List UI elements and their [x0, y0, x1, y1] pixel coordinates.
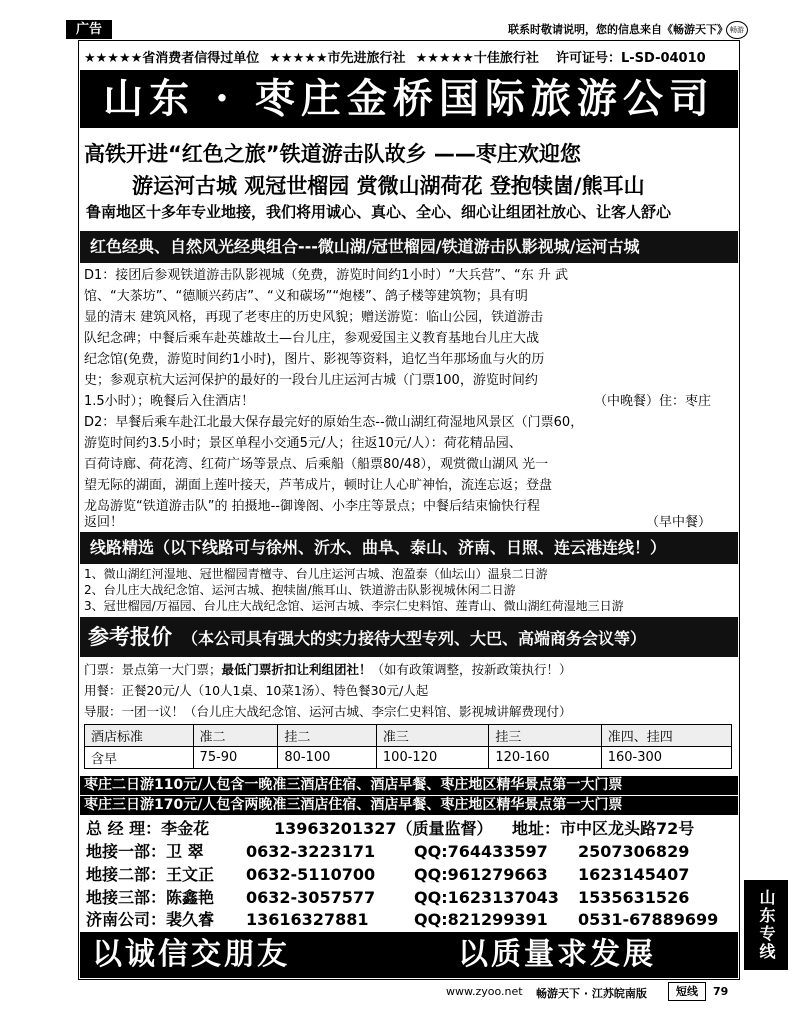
contact-qq: QQ:961279663: [414, 865, 548, 884]
side-tab-shandong: 山东专线: [744, 880, 788, 970]
contact-role: 地接一部：: [86, 842, 167, 861]
contact-phone: 0632-3057577: [246, 888, 376, 907]
itinerary-d1-line: 馆、“大茶坊”、“德顺兴药店”、“义和碳场”“炮楼”、鸽子楼等建筑物；具有明: [84, 289, 528, 304]
section-band-pricing: [80, 617, 738, 657]
table-cell: 75-90: [193, 747, 278, 769]
contact-role: 地接三部：: [86, 888, 167, 907]
contact-row: [86, 909, 214, 931]
guide-note: 导服：一团一议！（台儿庄大战纪念馆、运河古城、李宗仁史料馆、影视城讲解费现付）: [84, 704, 572, 719]
table-header-cell: 挂二: [278, 725, 377, 747]
itinerary-d1-line: 队纪念碑；中餐后乘车赴英雄故土—台儿庄，参观爱国主义教育基地台儿庄大战: [84, 331, 540, 346]
itinerary-d1-line: 史；参观京杭大运河保护的最好的一段台儿庄运河古城（门票100，游览时间约: [84, 373, 538, 388]
footer-magazine: 畅游天下 · 江苏皖南版: [536, 987, 647, 1000]
route-item: 3、冠世榴园/万福园、台儿庄大战纪念馆、运河古城、李宗仁史料馆、莲青山、微山湖红荷湿地三日游: [84, 599, 624, 613]
itinerary-d2-line: 百荷诗廊、荷花湾、红荷广场等景点、后乘船（船票80/48），观赏微山湖风 光一: [84, 457, 549, 472]
itinerary-d2-line: D2：早餐后乘车赴江北最大保存最完好的原始生态--微山湖红荷湿地风景区（门票60，: [84, 415, 584, 430]
contact-extra: 2507306829: [578, 842, 690, 861]
contact-phone: 0632-3223171: [246, 842, 376, 861]
tour-package-2day: 枣庄二日游110元/人包含一晚准三酒店住宿、酒店早餐、枣庄地区精华景点第一大门票: [80, 776, 738, 795]
footer-url[interactable]: www.zyoo.net: [446, 985, 523, 998]
price-table: [84, 724, 732, 769]
ticket-bold: 最低门票折扣让利组团社！: [221, 662, 372, 677]
slogan-3: 鲁南地区十多年专业地接，我们将用诚心、真心、全心、细心让组团社放心、让客人舒心: [86, 203, 672, 221]
itinerary-d1-line: 显的清末 建筑风格，再现了老枣庄的历史风貌；赠送游览：临山公园，铁道游击: [84, 310, 544, 325]
table-row: [85, 747, 732, 769]
ticket-tail: （如有政策调整，按新政策执行！）: [371, 662, 572, 677]
table-header-row: [85, 725, 732, 747]
pricing-desc: （本公司具有强大的实力接待大型专列、大巴、高端商务会议等）: [182, 629, 647, 648]
contact-name: 卫 翠: [166, 842, 204, 861]
license-number: 许可证号：L-SD-04010: [556, 51, 706, 66]
contact-address: 地址：市中区龙头路72号: [512, 819, 695, 838]
table-cell: 120-160: [489, 747, 601, 769]
table-header-cell: 挂三: [489, 725, 601, 747]
contact-extra: 1535631526: [578, 888, 690, 907]
contact-qq: QQ:1623137043: [414, 888, 559, 907]
ticket-label: 门票：景点第一大门票；: [84, 662, 222, 677]
contact-role: 济南公司：: [86, 910, 167, 929]
top-notice: 联系时敬请说明，您的信息来自《畅游天下》: [508, 23, 728, 36]
contact-name: 裴久睿: [166, 910, 215, 929]
contact-name: 陈鑫艳: [166, 888, 215, 907]
itinerary-d1-meal: （中晚餐）住：枣庄: [594, 394, 712, 409]
ticket-note: [84, 659, 572, 680]
slogan-2: 游运河古城 观冠世榴园 赏微山湖荷花 登抱犊崮/熊耳山: [132, 174, 645, 198]
motto-left: 以诚信交朋友: [92, 937, 290, 972]
contact-extra: 0531-67889699: [578, 910, 719, 929]
itinerary-d1-line: 1.5小时）；晚餐后入住酒店！: [84, 394, 255, 409]
company-name: 山东 · 枣庄金桥国际旅游公司: [103, 75, 715, 122]
credential-2: ★★★★★市先进旅行社: [269, 50, 406, 66]
itinerary-d1-line: D1：接团后参观铁道游击队影视城（免费，游览时间约1小时）“大兵营”、“东 升 武: [84, 268, 569, 283]
contact-name: 王文正: [166, 865, 215, 884]
table-cell: 100-120: [376, 747, 488, 769]
slogan-1: 高铁开进“红色之旅”铁道游击队故乡 ——枣庄欢迎您: [84, 142, 581, 166]
contact-row: [86, 841, 204, 863]
contact-row: [86, 887, 214, 909]
contact-row: [86, 818, 209, 840]
contact-phone: 0632-5110700: [246, 865, 376, 884]
table-cell: 含早: [85, 747, 194, 769]
itinerary-d2-meal: （早中餐）: [646, 515, 712, 530]
contact-qq: QQ:764433597: [414, 842, 548, 861]
magazine-logo-icon: 畅游: [726, 21, 748, 39]
section-band-routes: 线路精选（以下线路可与徐州、沂水、曲阜、泰山、济南、日照、连云港连线！）: [80, 532, 738, 564]
table-cell: 80-100: [278, 747, 377, 769]
route-item: 2、台儿庄大战纪念馆、运河古城、抱犊崮/熊耳山、铁道游击队影视城休闲二日游: [84, 583, 516, 597]
contact-name: 李金花: [161, 819, 210, 838]
table-header-cell: 准二: [193, 725, 278, 747]
motto-right: 以质量求发展: [458, 937, 656, 972]
contact-extra: 1623145407: [578, 865, 690, 884]
itinerary-d2-line: 望无际的湖面，湖面上莲叶接天，芦苇成片，顿时让人心旷神怡，流连忘返；登盘: [84, 478, 553, 493]
table-header-cell: 准四、挂四: [601, 725, 731, 747]
itinerary-d2-line: 返回！: [84, 515, 124, 530]
table-header-cell: 准三: [376, 725, 488, 747]
credential-1: ★★★★★省消费者信得过单位: [84, 50, 260, 66]
contact-role: 总 经 理：: [86, 819, 162, 838]
meal-note: 用餐：正餐20元/人（10人1桌、10菜1汤）、特色餐30元/人起: [84, 683, 429, 698]
contact-phone: 13616327881: [246, 910, 369, 929]
footer-section-tag: 短线: [668, 982, 706, 1001]
credential-3: ★★★★★十佳旅行社: [415, 50, 539, 66]
contact-row: [86, 864, 214, 886]
contact-qq: QQ:821299391: [414, 910, 548, 929]
tour-package-3day: 枣庄三日游170元/人包含两晚准三酒店住宿、酒店早餐、枣庄地区精华景点第一大门票: [80, 796, 738, 815]
page-number: 79: [713, 985, 729, 998]
contact-phone: 13963201327（质量监督）: [274, 819, 493, 838]
section-band-classic: 红色经典、自然风光经典组合---微山湖/冠世榴园/铁道游击队影视城/运河古城: [80, 231, 738, 263]
ad-tag: 广告: [66, 20, 112, 39]
route-item: 1、微山湖红河湿地、冠世榴园青檀寺、台儿庄运河古城、泡盈泰（仙坛山）温泉二日游: [84, 567, 548, 581]
table-cell: 160-300: [601, 747, 731, 769]
pricing-title: 参考报价: [88, 625, 172, 649]
itinerary-d2-line: 龙岛游览“铁道游击队”的 拍摄地--御谗阁、小李庄等景点；中餐后结束愉快行程: [84, 499, 540, 514]
table-header-cell: 酒店标准: [85, 725, 194, 747]
itinerary-d2-line: 游览时间约3.5小时；景区单程小交通5元/人；往返10元/人）：荷花精品园、: [84, 436, 522, 451]
itinerary-d1-line: 纪念馆(免费，游览时间约1小时)，图片、影视等资料，追忆当年那场血与火的历: [84, 352, 545, 367]
contact-role: 地接二部：: [86, 865, 167, 884]
